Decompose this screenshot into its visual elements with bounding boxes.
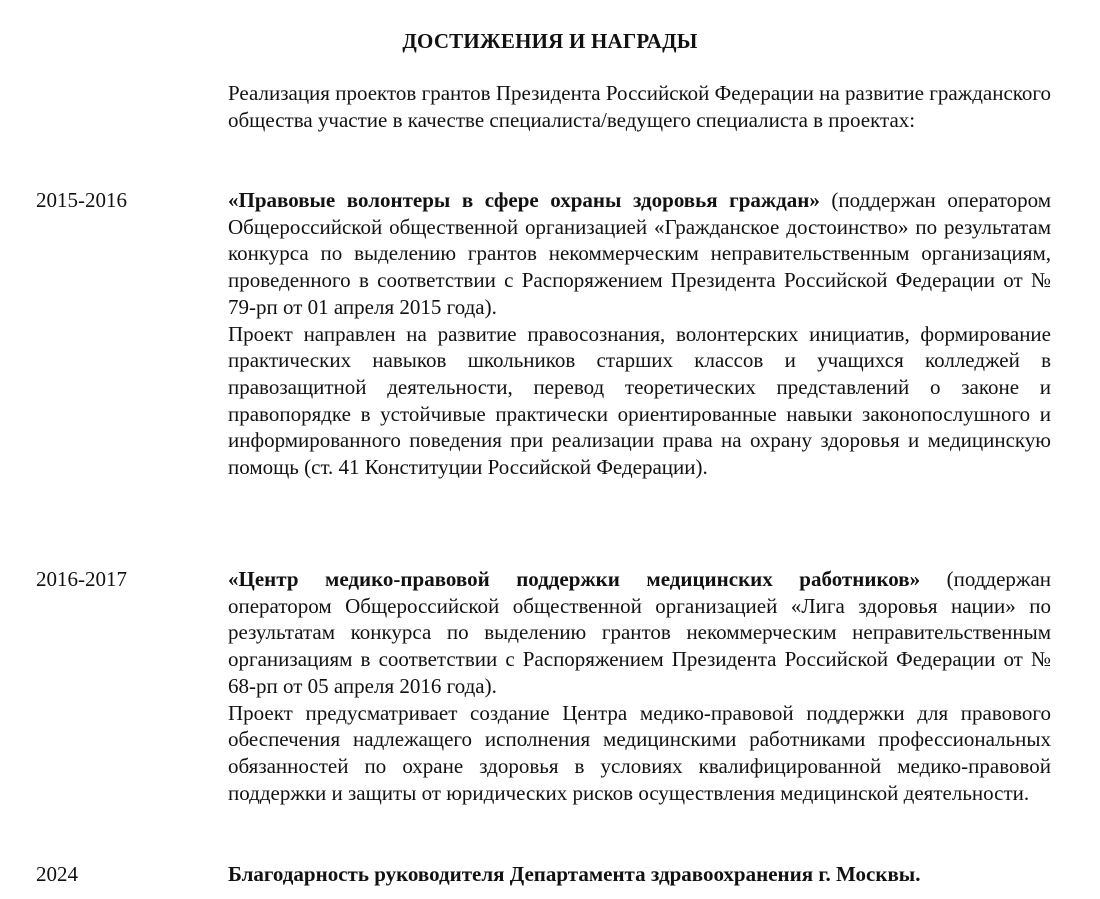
- entry-project-details: (поддержан оператором Общероссийской общественной организацией «Лига здоровья нации» по результатам конкурса по выделению грантов некоммерческим неправительственным организациям в соответствии с Распоряжением Президента Российской Федерации от № 68-рп от 05 апреля 2016 года).: [228, 567, 1052, 698]
- entry-year: 2024: [36, 862, 78, 886]
- entry-description: Проект направлен на развитие правосознания, волонтерских инициатив, формирование практических навыков школьников старших классов и учащихся колледжей в правозащитной деятельности, перевод теоретических представлений о законе и правопорядке в устойчивые практически ориентированные навыки законопослушного и информированного поведения при реализации права на охрану здоровья и медицинскую помощь (ст. 41 Конституции Российской Федерации).: [228, 321, 1051, 480]
- entry-project-paragraph: [228, 566, 1051, 700]
- entry-year: 2015-2016: [36, 188, 127, 212]
- entry-project-name: «Центр медико-правовой поддержки медицинских работников»: [228, 567, 921, 591]
- page-title: ДОСТИЖЕНИЯ И НАГРАДЫ: [402, 29, 698, 53]
- entry-content: [228, 187, 1051, 481]
- entry-content: [228, 566, 1051, 806]
- intro-paragraph: Реализация проектов грантов Президента Российской Федерации на развитие гражданского общества участие в качестве специалиста/ведущего специалиста в проектах:: [228, 81, 1051, 132]
- entry-year: 2016-2017: [36, 567, 127, 591]
- entry-project-name: «Правовые волонтеры в сфере охраны здоровья граждан»: [228, 188, 820, 212]
- entry-project-paragraph: [228, 187, 1051, 321]
- entry-description: Проект предусматривает создание Центра медико-правовой поддержки для правового обеспечения надлежащего исполнения медицинскими работниками профессиональных обязанностей по охране здоровья в условиях квалифицированной медико-правовой поддержки и защиты от юридических рисков осуществления медицинской деятельности.: [228, 700, 1051, 805]
- entry-award: Благодарность руководителя Департамента здравоохранения г. Москвы.: [228, 862, 921, 886]
- entry-project-details: (поддержан оператором Общероссийской общественной организацией «Гражданское достоинство» по результатам конкурса по выделению грантов некоммерческим неправительственным организациям, проведенного в соответствии с Распоряжением Президента Российской Федерации от № 79-рп от 01 апреля 2015 года).: [228, 188, 1051, 319]
- entry-content: [228, 861, 1051, 888]
